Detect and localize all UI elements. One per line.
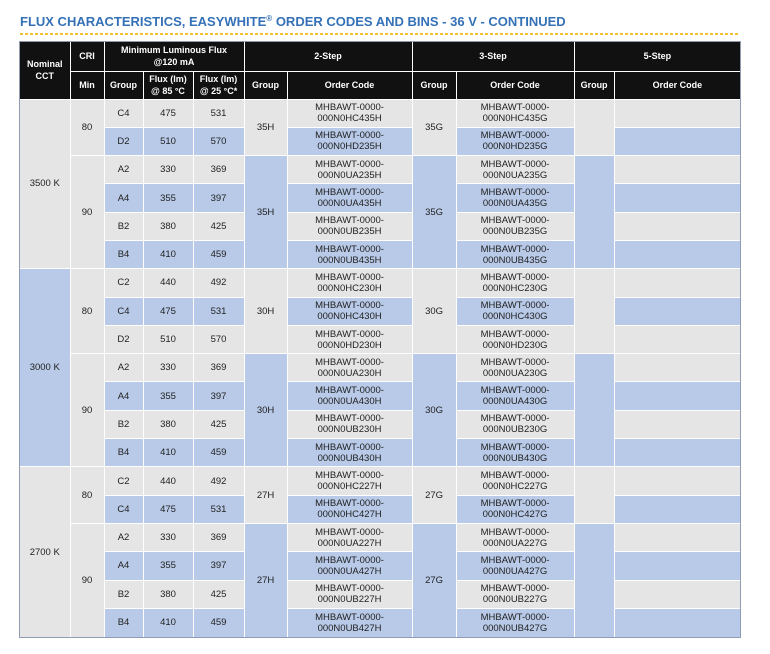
table-row [20, 240, 740, 268]
flux-85c-cell: 475 [143, 99, 193, 127]
flux-85c-cell: 510 [143, 325, 193, 353]
2-step-order-code-cell: MHBAWT-0000- 000N0UA430H [287, 382, 412, 410]
title-text-continued: ORDER CODES AND BINS - 36 V - CONTINUED [272, 14, 566, 29]
2-step-group-cell: 27H [244, 467, 287, 524]
bin-group-cell: A4 [104, 184, 143, 212]
5-step-order-code-cell [614, 354, 740, 382]
flux-25c-cell: 531 [193, 495, 244, 523]
bin-group-cell: A2 [104, 523, 143, 551]
flux-25c-cell: 397 [193, 552, 244, 580]
flux-25c-cell: 570 [193, 127, 244, 155]
flux-25c-cell: 531 [193, 297, 244, 325]
flux-25c-cell: 369 [193, 354, 244, 382]
header-flux-85c: Flux (lm) @ 85 °C [143, 71, 193, 99]
bin-group-cell: C2 [104, 269, 143, 297]
2-step-order-code-cell: MHBAWT-0000- 000N0HC227H [287, 467, 412, 495]
5-step-order-code-cell [614, 156, 740, 184]
5-step-order-code-cell [614, 269, 740, 297]
flux-85c-cell: 355 [143, 552, 193, 580]
table-row [20, 212, 740, 240]
2-step-group-cell: 30H [244, 269, 287, 354]
flux-25c-cell: 397 [193, 184, 244, 212]
table-row [20, 297, 740, 325]
2-step-group-cell: 27H [244, 523, 287, 636]
header-flux-25c: Flux (lm) @ 25 °C* [193, 71, 244, 99]
2-step-order-code-cell: MHBAWT-0000- 000N0UA227H [287, 523, 412, 551]
header-5-step-group: Group [574, 71, 614, 99]
5-step-order-code-cell [614, 212, 740, 240]
flux-25c-cell: 459 [193, 439, 244, 467]
table-body [20, 99, 740, 637]
table-row [20, 127, 740, 155]
2-step-group-cell: 35H [244, 156, 287, 269]
header-3-step: 3-Step [412, 42, 574, 71]
table-row [20, 382, 740, 410]
header-2-step-order-code: Order Code [287, 71, 412, 99]
title-divider [20, 33, 740, 35]
header-cri-min: Min [70, 71, 104, 99]
3-step-order-code-cell: MHBAWT-0000- 000N0HD230G [456, 325, 574, 353]
3-step-order-code-cell: MHBAWT-0000- 000N0HC430G [456, 297, 574, 325]
3-step-order-code-cell: MHBAWT-0000- 000N0UB435G [456, 240, 574, 268]
table-row [20, 580, 740, 608]
bin-group-cell: A2 [104, 354, 143, 382]
3-step-order-code-cell: MHBAWT-0000- 000N0UB235G [456, 212, 574, 240]
page-title [20, 14, 566, 32]
bin-group-cell: B2 [104, 580, 143, 608]
5-step-order-code-cell [614, 184, 740, 212]
2-step-order-code-cell: MHBAWT-0000- 000N0UB427H [287, 608, 412, 636]
table-row [20, 467, 740, 495]
flux-85c-cell: 510 [143, 127, 193, 155]
header-3-step-group: Group [412, 71, 456, 99]
2-step-order-code-cell: MHBAWT-0000- 000N0HD235H [287, 127, 412, 155]
bin-group-cell: C4 [104, 495, 143, 523]
2-step-order-code-cell: MHBAWT-0000- 000N0UA435H [287, 184, 412, 212]
flux-25c-cell: 425 [193, 580, 244, 608]
bin-group-cell: B4 [104, 608, 143, 636]
3-step-order-code-cell: MHBAWT-0000- 000N0HC435G [456, 99, 574, 127]
cct-cell: 3000 K [20, 269, 70, 467]
table-container [20, 42, 740, 637]
2-step-order-code-cell: MHBAWT-0000- 000N0UA235H [287, 156, 412, 184]
header-5-step-order-code: Order Code [614, 71, 740, 99]
flux-85c-cell: 380 [143, 212, 193, 240]
flux-25c-cell: 369 [193, 156, 244, 184]
table-row [20, 608, 740, 636]
title-text: FLUX CHARACTERISTICS, EASYWHITE [20, 14, 267, 29]
5-step-order-code-cell [614, 325, 740, 353]
3-step-group-cell: 35G [412, 99, 456, 156]
table-row [20, 523, 740, 551]
header-2-step: 2-Step [244, 42, 412, 71]
5-step-order-code-cell [614, 410, 740, 438]
table-row [20, 354, 740, 382]
flux-85c-cell: 475 [143, 297, 193, 325]
table-row [20, 184, 740, 212]
2-step-order-code-cell: MHBAWT-0000- 000N0UB235H [287, 212, 412, 240]
2-step-order-code-cell: MHBAWT-0000- 000N0UB230H [287, 410, 412, 438]
bin-group-cell: B4 [104, 439, 143, 467]
5-step-order-code-cell [614, 580, 740, 608]
5-step-group-cell [574, 523, 614, 636]
cri-min-cell: 90 [70, 354, 104, 467]
flux-85c-cell: 380 [143, 580, 193, 608]
3-step-group-cell: 30G [412, 269, 456, 354]
3-step-group-cell: 30G [412, 354, 456, 467]
table-row [20, 99, 740, 127]
registered-mark: ® [266, 14, 273, 23]
2-step-order-code-cell: MHBAWT-0000- 000N0UB430H [287, 439, 412, 467]
table-row [20, 325, 740, 353]
3-step-order-code-cell: MHBAWT-0000- 000N0UB230G [456, 410, 574, 438]
table-row [20, 552, 740, 580]
bin-group-cell: A2 [104, 156, 143, 184]
bin-group-cell: C4 [104, 297, 143, 325]
2-step-order-code-cell: MHBAWT-0000- 000N0HC435H [287, 99, 412, 127]
5-step-order-code-cell [614, 523, 740, 551]
cri-min-cell: 80 [70, 99, 104, 156]
bin-group-cell: A4 [104, 382, 143, 410]
flux-85c-cell: 440 [143, 269, 193, 297]
2-step-order-code-cell: MHBAWT-0000- 000N0UB227H [287, 580, 412, 608]
flux-25c-cell: 531 [193, 99, 244, 127]
table-header [20, 42, 740, 99]
header-2-step-group: Group [244, 71, 287, 99]
3-step-order-code-cell: MHBAWT-0000- 000N0UA427G [456, 552, 574, 580]
3-step-order-code-cell: MHBAWT-0000- 000N0HC230G [456, 269, 574, 297]
3-step-order-code-cell: MHBAWT-0000- 000N0HC227G [456, 467, 574, 495]
5-step-group-cell [574, 99, 614, 156]
cri-min-cell: 80 [70, 269, 104, 354]
2-step-order-code-cell: MHBAWT-0000- 000N0HC427H [287, 495, 412, 523]
bin-group-cell: B2 [104, 410, 143, 438]
5-step-group-cell [574, 156, 614, 269]
3-step-group-cell: 27G [412, 467, 456, 524]
flux-85c-cell: 475 [143, 495, 193, 523]
flux-25c-cell: 492 [193, 269, 244, 297]
header-bin-group: Group [104, 71, 143, 99]
bin-group-cell: C2 [104, 467, 143, 495]
bin-group-cell: C4 [104, 99, 143, 127]
flux-25c-cell: 425 [193, 410, 244, 438]
3-step-order-code-cell: MHBAWT-0000- 000N0UA227G [456, 523, 574, 551]
2-step-order-code-cell: MHBAWT-0000- 000N0HD230H [287, 325, 412, 353]
flux-25c-cell: 369 [193, 523, 244, 551]
5-step-order-code-cell [614, 439, 740, 467]
5-step-order-code-cell [614, 467, 740, 495]
table-row [20, 495, 740, 523]
3-step-order-code-cell: MHBAWT-0000- 000N0UA430G [456, 382, 574, 410]
3-step-order-code-cell: MHBAWT-0000- 000N0UB227G [456, 580, 574, 608]
5-step-order-code-cell [614, 382, 740, 410]
flux-85c-cell: 330 [143, 156, 193, 184]
2-step-order-code-cell: MHBAWT-0000- 000N0HC230H [287, 269, 412, 297]
cri-min-cell: 80 [70, 467, 104, 524]
flux-85c-cell: 440 [143, 467, 193, 495]
flux-85c-cell: 380 [143, 410, 193, 438]
5-step-group-cell [574, 467, 614, 524]
flux-85c-cell: 410 [143, 439, 193, 467]
table-row [20, 156, 740, 184]
flux-25c-cell: 570 [193, 325, 244, 353]
2-step-order-code-cell: MHBAWT-0000- 000N0UA230H [287, 354, 412, 382]
2-step-order-code-cell: MHBAWT-0000- 000N0UB435H [287, 240, 412, 268]
cct-cell: 3500 K [20, 99, 70, 269]
5-step-group-cell [574, 354, 614, 467]
header-nominal-cct: Nominal CCT [20, 42, 70, 99]
5-step-order-code-cell [614, 127, 740, 155]
3-step-order-code-cell: MHBAWT-0000- 000N0UA435G [456, 184, 574, 212]
flux-25c-cell: 492 [193, 467, 244, 495]
flux-85c-cell: 355 [143, 382, 193, 410]
flux-85c-cell: 330 [143, 354, 193, 382]
flux-25c-cell: 459 [193, 608, 244, 636]
flux-85c-cell: 330 [143, 523, 193, 551]
header-min-luminous-flux: Minimum Luminous Flux @120 mA [104, 42, 244, 71]
3-step-order-code-cell: MHBAWT-0000- 000N0UA235G [456, 156, 574, 184]
5-step-order-code-cell [614, 240, 740, 268]
flux-25c-cell: 459 [193, 240, 244, 268]
flux-bin-table [20, 42, 740, 637]
cri-min-cell: 90 [70, 523, 104, 636]
3-step-order-code-cell: MHBAWT-0000- 000N0UA230G [456, 354, 574, 382]
3-step-order-code-cell: MHBAWT-0000- 000N0HC427G [456, 495, 574, 523]
bin-group-cell: D2 [104, 325, 143, 353]
5-step-order-code-cell [614, 608, 740, 636]
3-step-order-code-cell: MHBAWT-0000- 000N0UB427G [456, 608, 574, 636]
3-step-group-cell: 35G [412, 156, 456, 269]
5-step-order-code-cell [614, 552, 740, 580]
table-row [20, 269, 740, 297]
2-step-order-code-cell: MHBAWT-0000- 000N0UA427H [287, 552, 412, 580]
table-row [20, 439, 740, 467]
header-3-step-order-code: Order Code [456, 71, 574, 99]
table-row [20, 410, 740, 438]
2-step-group-cell: 35H [244, 99, 287, 156]
3-step-order-code-cell: MHBAWT-0000- 000N0UB430G [456, 439, 574, 467]
header-row [20, 42, 740, 71]
flux-85c-cell: 355 [143, 184, 193, 212]
header-cri: CRI [70, 42, 104, 71]
3-step-group-cell: 27G [412, 523, 456, 636]
flux-25c-cell: 425 [193, 212, 244, 240]
bin-group-cell: A4 [104, 552, 143, 580]
5-step-order-code-cell [614, 297, 740, 325]
cri-min-cell: 90 [70, 156, 104, 269]
5-step-order-code-cell [614, 495, 740, 523]
bin-group-cell: D2 [104, 127, 143, 155]
bin-group-cell: B4 [104, 240, 143, 268]
header-5-step: 5-Step [574, 42, 740, 71]
5-step-order-code-cell [614, 99, 740, 127]
flux-25c-cell: 397 [193, 382, 244, 410]
2-step-group-cell: 30H [244, 354, 287, 467]
header-subrow [20, 71, 740, 99]
flux-85c-cell: 410 [143, 240, 193, 268]
bin-group-cell: B2 [104, 212, 143, 240]
flux-85c-cell: 410 [143, 608, 193, 636]
3-step-order-code-cell: MHBAWT-0000- 000N0HD235G [456, 127, 574, 155]
cct-cell: 2700 K [20, 467, 70, 637]
5-step-group-cell [574, 269, 614, 354]
2-step-order-code-cell: MHBAWT-0000- 000N0HC430H [287, 297, 412, 325]
